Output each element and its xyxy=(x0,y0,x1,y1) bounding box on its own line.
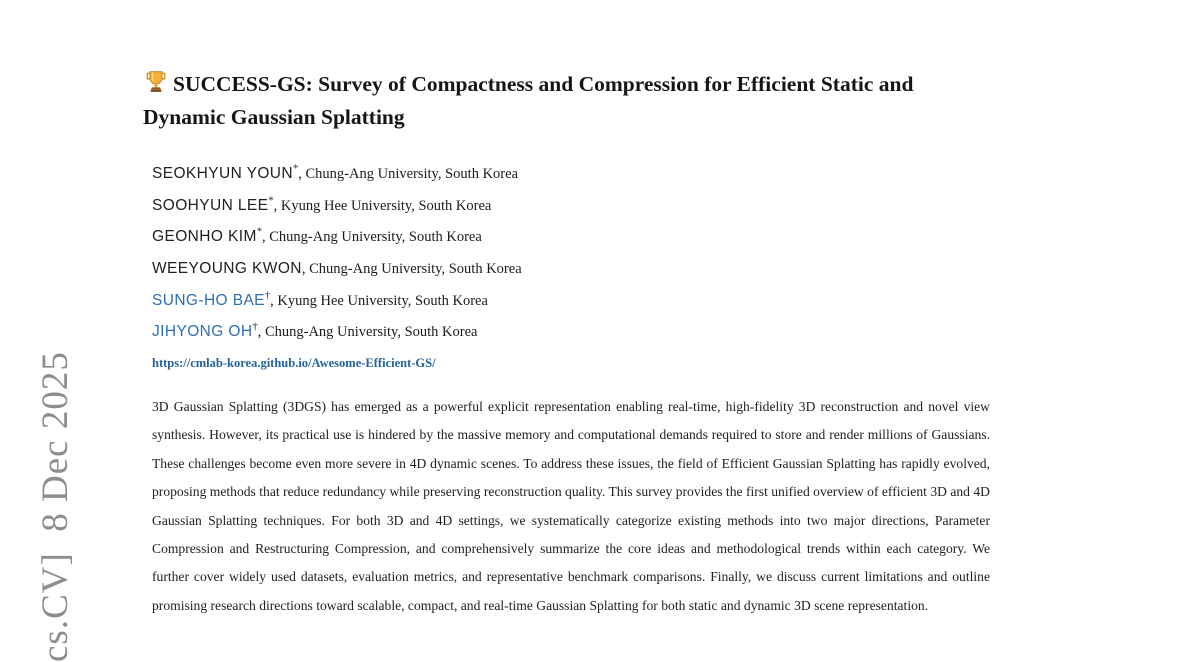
author-row xyxy=(152,190,992,222)
paper-title xyxy=(143,68,995,134)
author-footnote-mark: * xyxy=(256,227,263,239)
trophy-icon xyxy=(143,69,169,95)
author-row xyxy=(152,158,992,190)
author-footnote-mark: * xyxy=(293,163,299,175)
author-footnote-mark: * xyxy=(268,195,274,207)
author-row xyxy=(152,316,992,348)
author-affiliation: , Chung-Ang University, South Korea xyxy=(257,324,478,341)
author-name: GEONHO KIM xyxy=(152,228,257,246)
author-name: SOOHYUN LEE xyxy=(152,196,269,214)
author-list xyxy=(152,158,992,348)
author-row xyxy=(152,221,992,253)
author-name: WEEYOUNG KWON xyxy=(152,260,302,278)
paper-title-text: SUCCESS-GS: Survey of Compactness and Compression for Efficient Static and Dynamic Gaussian Splatting xyxy=(143,72,914,129)
author-name: SEOKHYUN YOUN xyxy=(152,165,293,182)
author-row xyxy=(152,253,992,285)
author-affiliation: , Chung-Ang University, South Korea xyxy=(262,229,482,246)
arxiv-watermark: cs.CV] 8 Dec 2025 xyxy=(35,351,76,662)
author-affiliation: , Kyung Hee University, South Korea xyxy=(270,292,488,309)
author-footnote-mark: † xyxy=(264,290,271,302)
author-affiliation: , Chung-Ang University, South Korea xyxy=(298,166,519,182)
author-row xyxy=(152,285,992,317)
author-name-link[interactable]: SUNG-HO BAE xyxy=(152,291,265,309)
project-page-link[interactable]: https://cmlab-korea.github.io/Awesome-Efficient-GS/ xyxy=(152,356,436,370)
author-name-link[interactable]: JIHYONG OH xyxy=(152,323,253,341)
author-affiliation: , Chung-Ang University, South Korea xyxy=(301,261,522,278)
author-footnote-mark: † xyxy=(252,322,258,334)
abstract-text: 3D Gaussian Splatting (3DGS) has emerged as a powerful explicit representation enabling real-time, high-fidelity 3D reconstruction and novel view synthesis. However, its practical use is hindered by the massive memory and computational demands required to store and render millions of Gaussians. These challenges become even more severe in 4D dynamic scenes. To address these issues, the field of Efficient Gaussian Splatting has rapidly evolved, proposing methods that reduce redundancy while preserving reconstruction quality. This survey provides the first unified overview of efficient 3D and 4D Gaussian Splatting techniques. For both 3D and 4D settings, we systematically categorize existing methods into two major directions, Parameter Compression and Restructuring Compression, and comprehensively summarize the core ideas and methodological trends within each category. We further cover widely used datasets, evaluation metrics, and representative benchmark comparisons. Finally, we discuss current limitations and outline promising research directions toward scalable, compact, and real-time Gaussian Splatting for both static and dynamic 3D scene representation. xyxy=(152,399,990,613)
author-affiliation: , Kyung Hee University, South Korea xyxy=(273,197,492,214)
